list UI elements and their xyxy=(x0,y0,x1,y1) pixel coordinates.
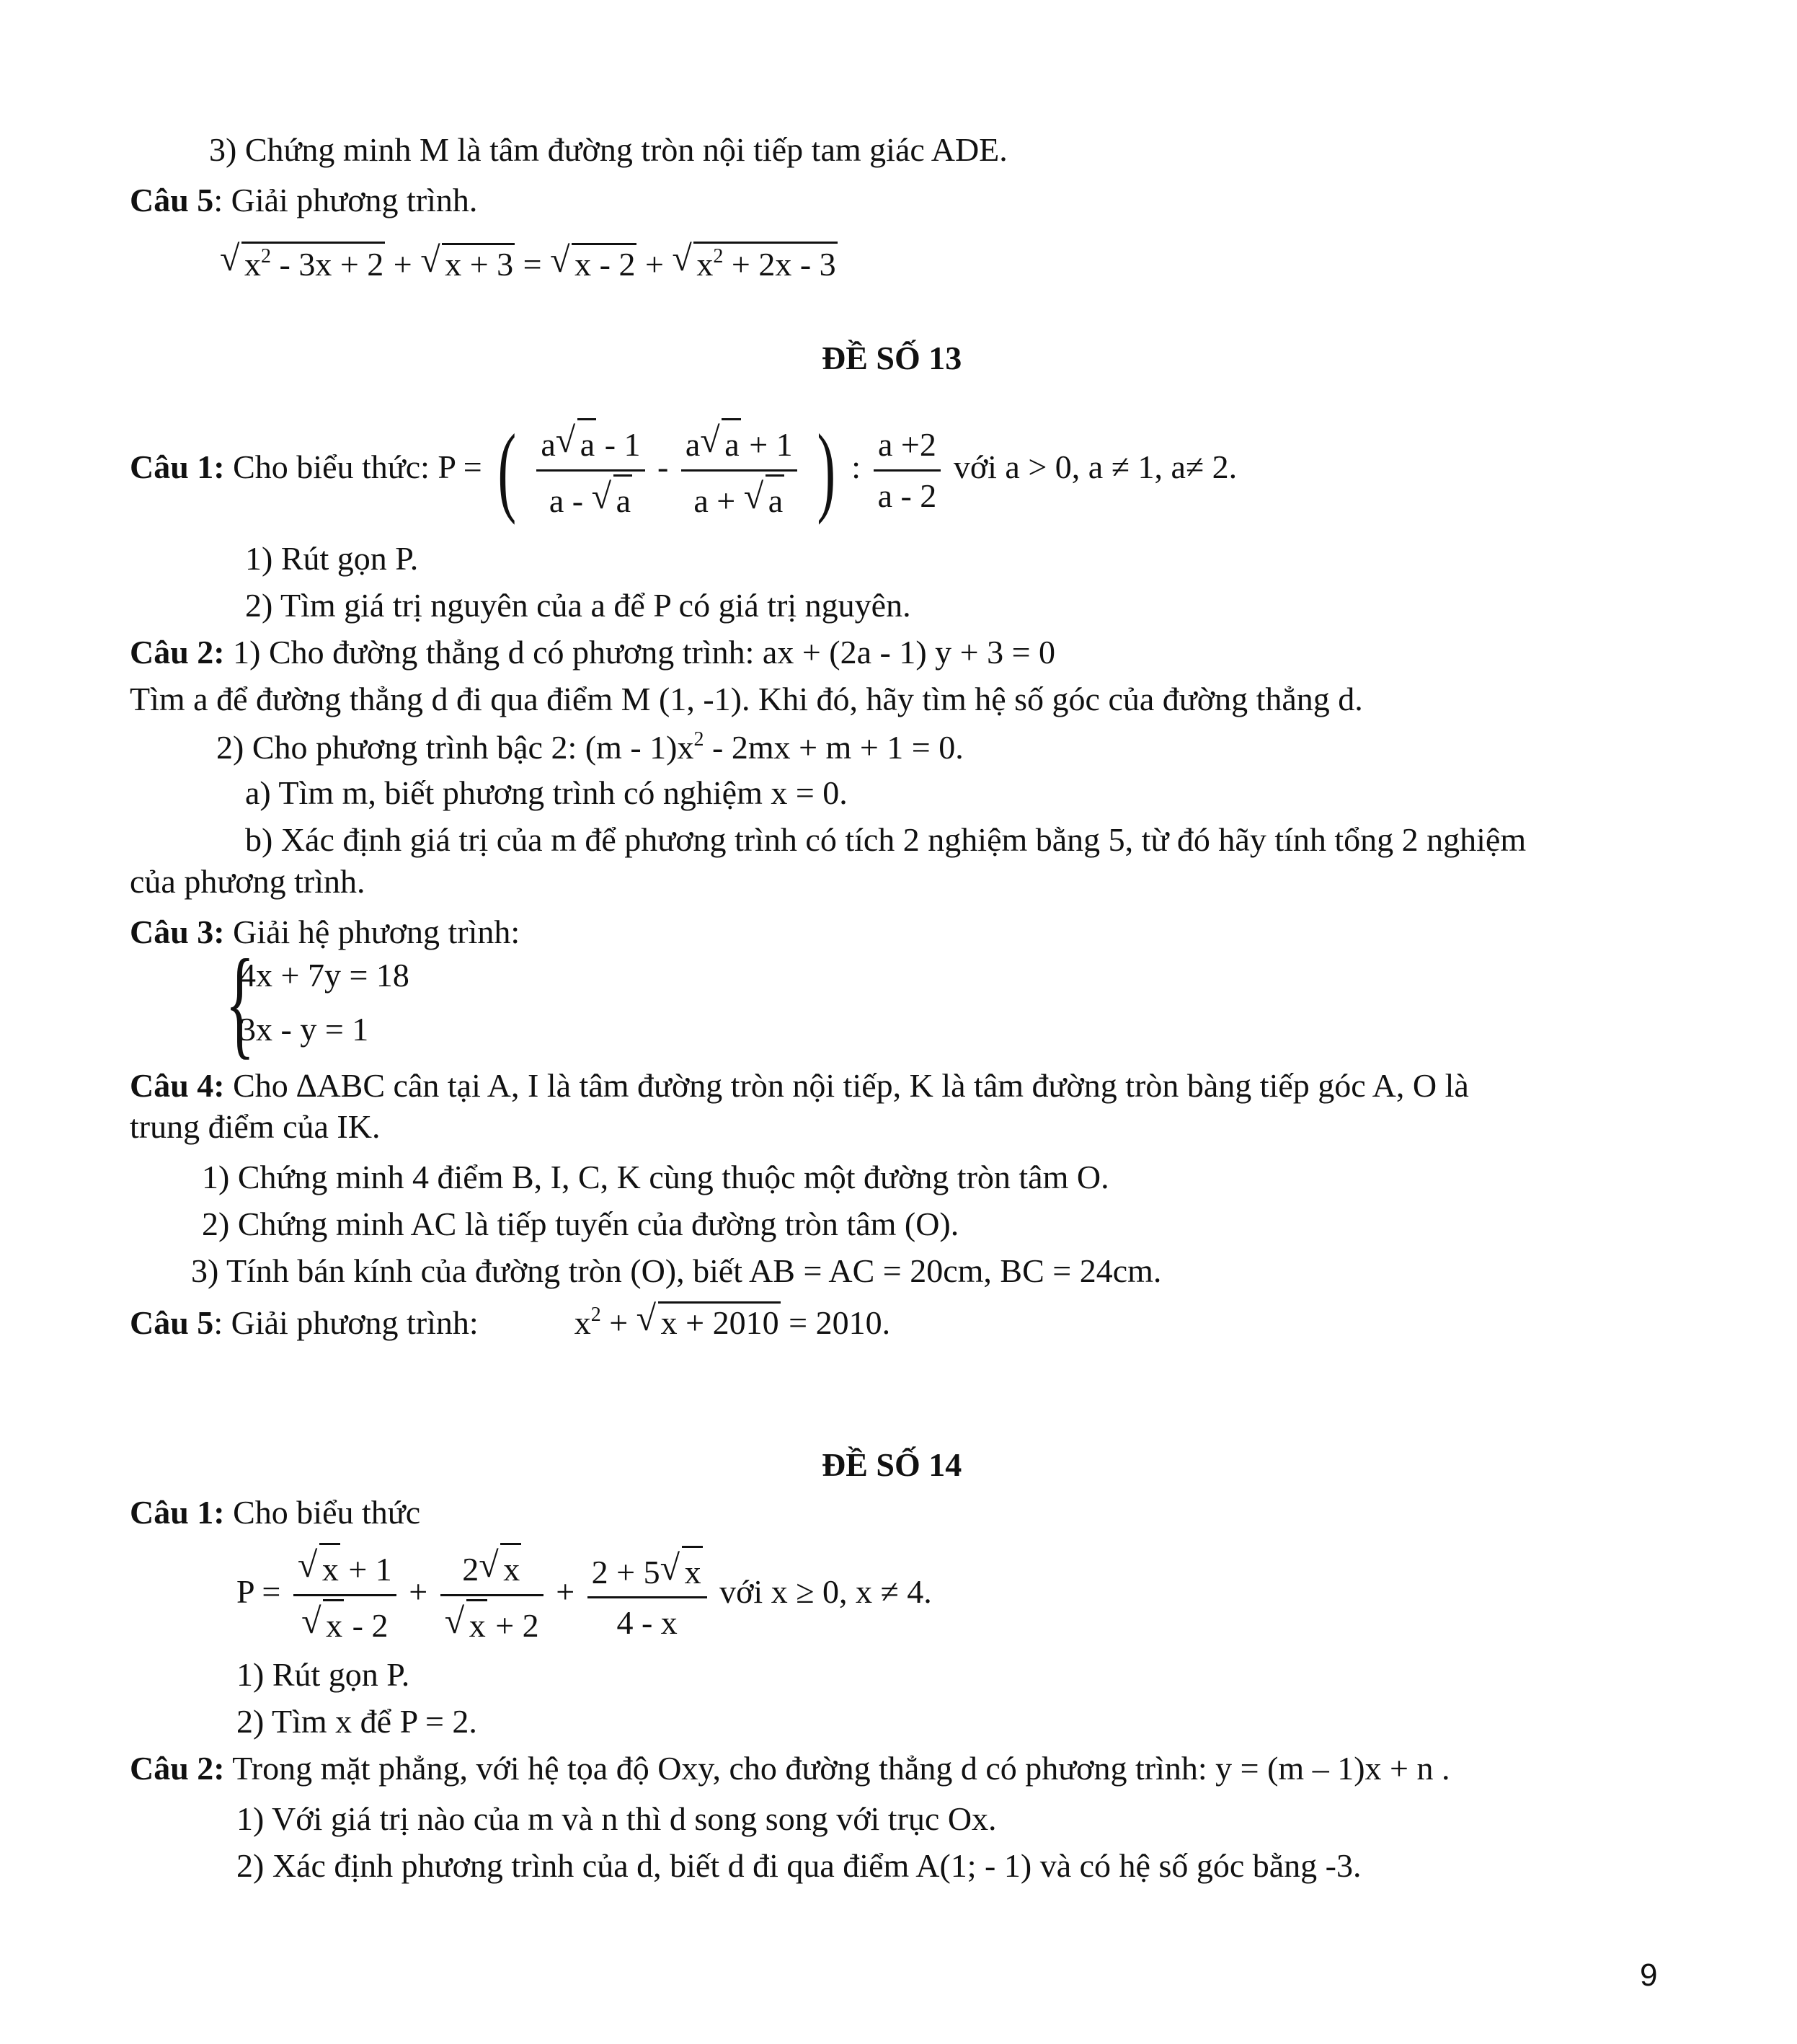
question-text: Cho biểu thức: P = xyxy=(233,448,482,485)
fraction-1: $\frac{a√ a - 1}{a - √ a}$ xyxy=(536,418,644,523)
page-number: 9 xyxy=(1640,1957,1658,1993)
fraction-2: 2√ x √ x + 2 xyxy=(440,1543,543,1647)
exam-title-14: ĐỀ SỐ 14 xyxy=(822,1446,962,1483)
question-4-line-2: trung điểm của IK. xyxy=(130,1108,381,1145)
q2-part-b: b) Xác định giá trị của m để phương trình có tích 2 nghiệm bằng 5, từ đó hãy tính tổng 2 nghiệm xyxy=(245,821,1527,858)
condition: với x ≥ 0, x ≠ 4. xyxy=(719,1572,932,1610)
fraction-3: $\frac{a +2}{a - 2}$ xyxy=(874,423,941,518)
q1-part-1: 1) Rút gọn P. xyxy=(245,540,419,577)
system-brace: { xyxy=(225,934,255,1070)
question-2: Câu 2: 1) Cho đường thẳng d có phương trình: ax + (2a - 1) y + 3 = 0 xyxy=(130,634,1056,671)
radical-2: √ x + 3 xyxy=(420,243,515,281)
radical-1: √ $x^2 - 3x + 2$ xyxy=(220,242,385,281)
question-label: Câu 5 xyxy=(130,182,214,218)
question-1-expression: Câu 1: Cho biểu thức: P = ( $\frac{a√ a - 1}{a - √ a}$ - $\frac{a√ a + 1}{a + √ a}$ ) : $\frac{a +2}{a - 2}$ với a > 0, a ≠ 1, a≠ 2. xyxy=(130,418,1237,523)
q4-part-3: 3) Tính bán kính của đường tròn (O), biết AB = AC = 20cm, BC = 24cm. xyxy=(191,1252,1162,1289)
q1-part-2: 2) Tìm x để P = 2. xyxy=(236,1703,477,1740)
question-2-part-2: 2) Cho phương trình bậc 2: $(m - 1)x^2 - 2mx + m + 1 = 0$. xyxy=(216,728,964,766)
question-2-line-2: Tìm a để đường thẳng d đi qua điểm M (1, -1). Khi đó, hãy tìm hệ số góc của đường thẳng d. xyxy=(130,681,1363,717)
question-3: Câu 3: Giải hệ phương trình: xyxy=(130,913,520,950)
question-label: Câu 1: xyxy=(130,448,225,485)
q1-part-1: 1) Rút gọn P. xyxy=(236,1656,410,1693)
radical-3: √ x - 2 xyxy=(550,243,636,281)
q1-part-2: 2) Tìm giá trị nguyên của a để P có giá trị nguyên. xyxy=(245,587,911,624)
question-text: : Giải phương trình. xyxy=(213,182,478,218)
question-1: Câu 1: Cho biểu thức xyxy=(130,1494,421,1531)
equation-radicals: √ $x^2 - 3x + 2$ + √ x + 3 = √ x - 2 + √ $x^2 + 2x - 3$ xyxy=(220,242,838,281)
fraction-2: $\frac{a√ a + 1}{a + √ a}$ xyxy=(681,418,797,523)
q2-part-2: 2) Xác định phương trình của d, biết d đi qua điểm A(1; - 1) và có hệ số góc bằng -3. xyxy=(236,1847,1362,1884)
fraction-3: $\frac{2 + 5√ x}{4 - x}$ xyxy=(587,1546,707,1645)
condition: với a > 0, a ≠ 1, a≠ 2. xyxy=(953,448,1238,485)
exam-title-13: ĐỀ SỐ 13 xyxy=(822,340,962,376)
q2-part-1: 1) Với giá trị nào của m và n thì d song song với trục Ox. xyxy=(236,1800,997,1837)
q2-part-b-line-2: của phương trình. xyxy=(130,863,365,900)
q4-part-1: 1) Chứng minh 4 điểm B, I, C, K cùng thuộc một đường tròn tâm O. xyxy=(202,1159,1109,1195)
question-5: Câu 5: Giải phương trình: $x^2$ + √ x + 2010 = 2010. xyxy=(130,1301,890,1340)
proof-item-3: 3) Chứng minh M là tâm đường tròn nội tiếp tam giác ADE. xyxy=(209,131,1008,168)
q2-part-a: a) Tìm m, biết phương trình có nghiệm x = 0. xyxy=(245,774,848,811)
question-2: Câu 2: Trong mặt phẳng, với hệ tọa độ Oxy, cho đường thẳng d có phương trình: y = (m – 1)x + n . xyxy=(130,1750,1450,1787)
q4-part-2: 2) Chứng minh AC là tiếp tuyến của đường tròn tâm (O). xyxy=(202,1205,959,1242)
fraction-1: √ x + 1 √ x - 2 xyxy=(293,1543,396,1647)
radical-4: √ $x^2 + 2x - 3$ xyxy=(672,242,837,281)
question-1-expression: P = √ x + 1 √ x - 2 + 2√ x √ x + 2 + $\frac{2 + 5√ x}{4 - x}$ với x ≥ 0, x ≠ 4. xyxy=(236,1543,932,1647)
system-eq-2: 3x - y = 1 xyxy=(239,1011,369,1048)
question-5-prev xyxy=(130,184,477,217)
system-eq-1: 4x + 7y = 18 xyxy=(239,957,409,994)
question-4: Câu 4: Cho ∆ABC cân tại A, I là tâm đường tròn nội tiếp, K là tâm đường tròn bàng tiếp góc A, O là xyxy=(130,1067,1469,1104)
